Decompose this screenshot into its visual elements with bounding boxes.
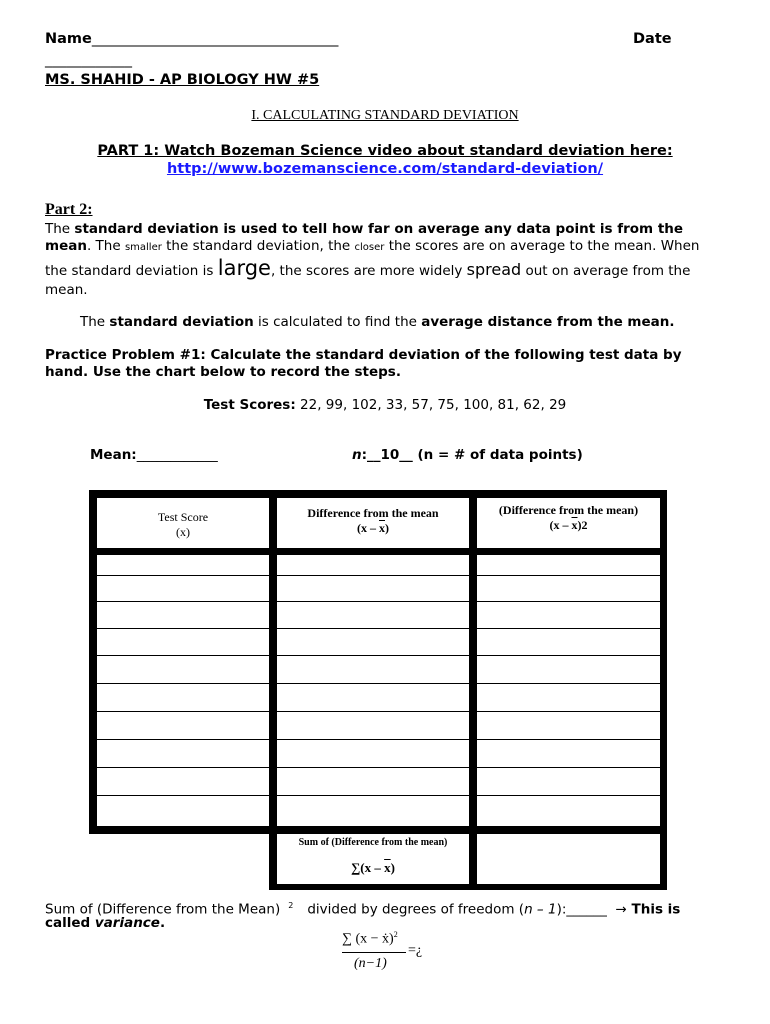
sum-value-cell[interactable] [477, 834, 660, 884]
part2-heading: Part 2: [45, 201, 93, 218]
sum-label-cell: Sum of (Difference from the mean) $\sum(x - \overline{x})$ [277, 834, 469, 884]
name-line [45, 29, 338, 49]
row-line [477, 683, 660, 684]
part2-line3: the standard deviation is large, the scores are more widely spread out on average from the [45, 256, 691, 280]
row-line [97, 711, 269, 712]
row-line [97, 575, 269, 576]
row-line [97, 767, 269, 768]
row-line [277, 628, 469, 629]
mean-field[interactable]: Mean:____________ [90, 447, 218, 463]
row-line [97, 795, 269, 796]
n-field: n:__10__ (n = # of data points) [352, 447, 583, 463]
variance-formula: ∑ (x − ẋ)$^2$ (n−1) =¿ [342, 930, 423, 971]
part1-heading: PART 1: Watch Bozeman Science video about standard deviation here: [97, 143, 673, 159]
column-difference-squared[interactable] [477, 555, 660, 826]
date-label: Date [633, 31, 672, 47]
name-label: Name [45, 31, 92, 47]
row-line [97, 628, 269, 629]
row-line [97, 601, 269, 602]
row-line [97, 739, 269, 740]
row-line [277, 795, 469, 796]
part2-line4: mean. [45, 282, 88, 298]
row-line [97, 683, 269, 684]
part2-line2: mean. The smaller the standard deviation, the closer the scores are on average to the mean. When [45, 238, 700, 254]
row-line [477, 739, 660, 740]
part2-line1: The standard deviation is used to tell how far on average any data point is from the [45, 221, 684, 237]
row-line [97, 655, 269, 656]
row-line [277, 711, 469, 712]
row-line [477, 711, 660, 712]
column-test-score[interactable] [97, 555, 269, 826]
date-blank[interactable]: ____________ [45, 52, 132, 68]
row-line [477, 795, 660, 796]
row-line [277, 767, 469, 768]
header-test-score: Test Score (x) [97, 498, 269, 548]
row-line [277, 739, 469, 740]
name-blank[interactable]: __________________________________ [91, 31, 339, 47]
test-scores: Test Scores: 22, 99, 102, 33, 57, 75, 100, 81, 62, 29 [203, 397, 567, 413]
practice-line1: Practice Problem #1: Calculate the standard deviation of the following test data by [45, 347, 682, 363]
variance-line2: called variance. [45, 915, 166, 931]
course-title: MS. SHAHID - AP BIOLOGY HW #5 [45, 72, 320, 88]
row-line [277, 601, 469, 602]
bozeman-link[interactable]: http://www.bozemanscience.com/standard-deviation/ [166, 161, 604, 177]
row-line [277, 683, 469, 684]
section-title: I. CALCULATING STANDARD DEVIATION [251, 108, 519, 123]
row-line [277, 655, 469, 656]
column-difference[interactable] [277, 555, 469, 826]
header-difference: Difference from the mean $(x - \overline{x})$ [277, 498, 469, 548]
part2-definition: The standard deviation is calculated to find the average distance from the mean. [80, 314, 675, 330]
practice-line2: hand. Use the chart below to record the steps. [45, 364, 401, 380]
header-difference-squared: (Difference from the mean) $(x - \overline{x})2$ [477, 498, 660, 548]
row-line [277, 575, 469, 576]
variance-line1: Sum of (Difference from the Mean) $^2$ divided by degrees of freedom (n – 1):______ → This is [45, 901, 681, 918]
row-line [477, 628, 660, 629]
row-line [477, 575, 660, 576]
row-line [477, 767, 660, 768]
row-line [477, 601, 660, 602]
row-line [477, 655, 660, 656]
